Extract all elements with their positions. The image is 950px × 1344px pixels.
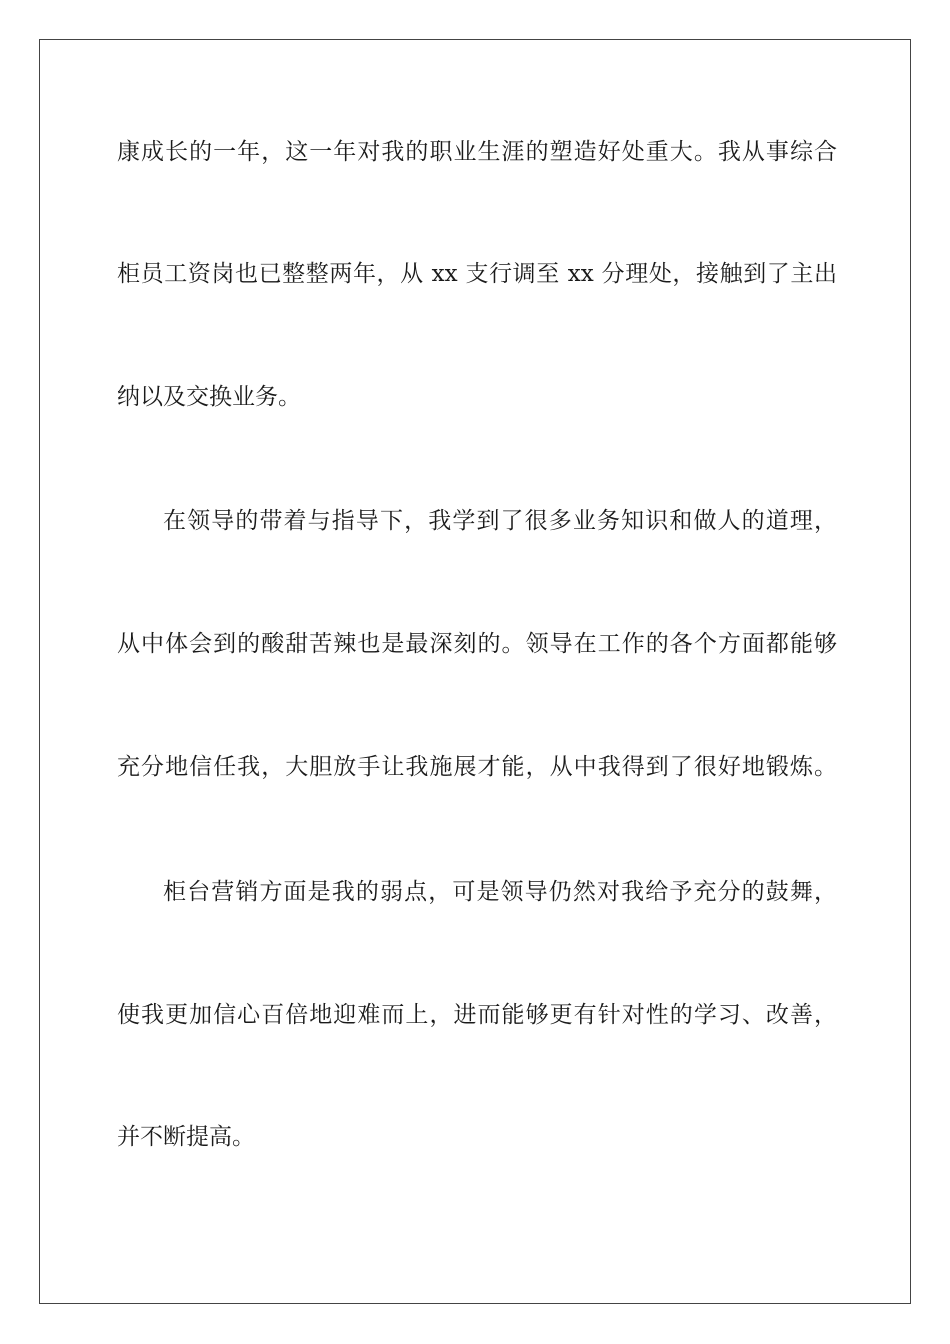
text-line: 从中体会到的酸甜苦辣也是最深刻的。领导在工作的各个方面都能够 (117, 631, 837, 657)
text-line: 并不断提高。 (117, 1124, 255, 1150)
paragraph-first-line: 柜台营销方面是我的弱点，可是领导仍然对我给予充分的鼓舞， (163, 879, 837, 905)
text-line: 康成长的一年，这一年对我的职业生涯的塑造好处重大。我从事综合 (117, 139, 837, 165)
paragraph-first-line: 在领导的带着与指导下，我学到了很多业务知识和做人的道理， (163, 508, 837, 534)
text-line: 使我更加信心百倍地迎难而上，进而能够更有针对性的学习、改善， (117, 1002, 837, 1028)
text-line: 充分地信任我，大胆放手让我施展才能，从中我得到了很好地锻炼。 (117, 754, 837, 780)
page-border (39, 39, 911, 1304)
text-line: 柜员工资岗也已整整两年，从 xx 支行调至 xx 分理处，接触到了主出 (117, 261, 837, 287)
text-line: 纳以及交换业务。 (117, 384, 301, 410)
